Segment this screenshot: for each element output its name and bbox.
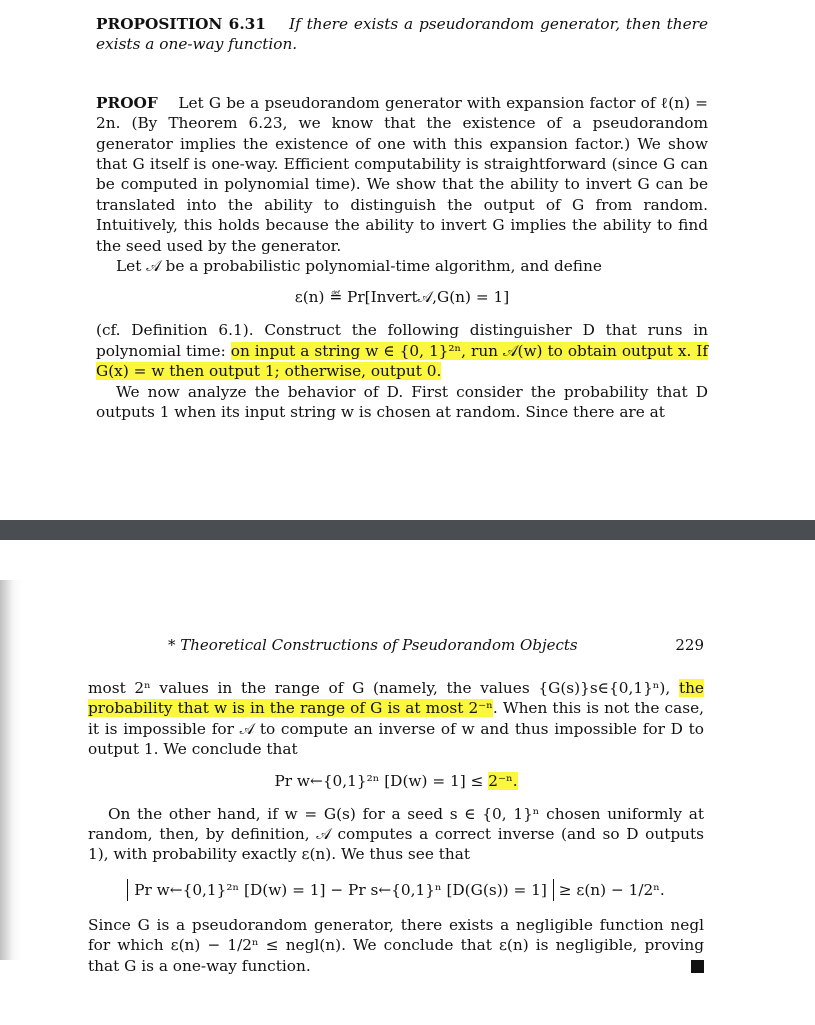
bottom-paragraph-1	[88, 678, 704, 760]
proof-paragraph-1	[96, 93, 708, 256]
bottom-text-1-post: . When this is not the case, it is impossible for 𝒜 to compute an inverse of w and thus impossible for D to output 1. We conclude that	[88, 699, 704, 759]
proposition-label: PROPOSITION 6.31	[96, 15, 266, 33]
page-number: 229	[675, 636, 704, 654]
equation-random-input-bound	[88, 770, 704, 792]
bottom-paragraph-2: On the other hand, if w = G(s) for a seed s ∈ {0, 1}ⁿ chosen uniformly at random, then, by definition, 𝒜 computes a correct inverse (and so D outputs 1), with probability exactly ε(n). We thus see that	[88, 804, 704, 864]
proposition-text: If there exists a pseudorandom generator, then there exists a one-way function.	[96, 15, 709, 54]
bottom-page	[0, 540, 815, 1025]
equation-3-rhs: ≥ ε(n) − 1/2ⁿ.	[553, 880, 665, 899]
page-separator	[0, 520, 815, 540]
equation-2-lhs: Pr w←{0,1}²ⁿ [D(w) = 1] ≤	[274, 771, 489, 790]
proof-text-1: Let G be a pseudorandom generator with expansion factor of ℓ(n) = 2n. (By Theorem 6.23, we know that the existence of a pseudorandom generator implies the existence of one with this expansion factor.) We show that G itself is one-way. Efficient computability is straightforward (since G can be computed in polynomial time). We show that the ability to invert G can be translated into the ability to distinguish the output of G from random. Intuitively, this holds because the ability to invert G implies the ability to find the seed used by the generator.	[96, 93, 708, 255]
qed-square-icon	[691, 960, 704, 973]
proof-paragraph-2: Let 𝒜 be a probabilistic polynomial-time algorithm, and define	[116, 257, 602, 276]
running-header-title: * Theoretical Constructions of Pseudorandom Objects	[168, 636, 578, 654]
proof-paragraph-3	[96, 320, 708, 381]
top-page-text-column	[96, 14, 708, 423]
highlighted-range-probability: the probability that w is in the range of G is at most 2⁻ⁿ	[88, 679, 704, 718]
bottom-text-3: Since G is a pseudorandom generator, there exists a negligible function negl for which ε(n) − 1/2ⁿ ≤ negl(n). We conclude that ε(n) is negligible, proving that G is a one-way function.	[88, 915, 704, 975]
highlighted-bound-value: 2⁻ⁿ.	[488, 771, 518, 790]
proof-paragraph-4: We now analyze the behavior of D. First consider the probability that D outputs 1 when its input string w is chosen at random. Since there are at	[96, 382, 708, 422]
bottom-paragraph-3	[88, 915, 704, 976]
scan-edge-shadow	[0, 580, 22, 960]
bottom-page-text-column	[88, 678, 704, 976]
equation-3-abs: Pr w←{0,1}²ⁿ [D(w) = 1] − Pr s←{0,1}ⁿ [D(G(s)) = 1]	[127, 879, 554, 901]
equation-epsilon-definition: ε(n) ≝ Pr[Invert𝒜,G(n) = 1]	[294, 288, 510, 307]
proof-text-3: (cf. Definition 6.1). Construct the following distinguisher D that runs in polynomial time:	[96, 321, 708, 360]
equation-distinguishing-advantage	[88, 879, 704, 901]
running-header	[168, 636, 704, 654]
highlighted-distinguisher-definition: on input a string w ∈ {0, 1}²ⁿ, run 𝒜(w) to obtain output x. If G(x) = w then output 1; otherwise, output 0.	[96, 341, 708, 381]
proposition-block	[96, 14, 708, 55]
bottom-text-1-pre: most 2ⁿ values in the range of G (namely, the values {G(s)}s∈{0,1}ⁿ),	[88, 679, 679, 697]
proof-label: PROOF	[96, 93, 158, 112]
